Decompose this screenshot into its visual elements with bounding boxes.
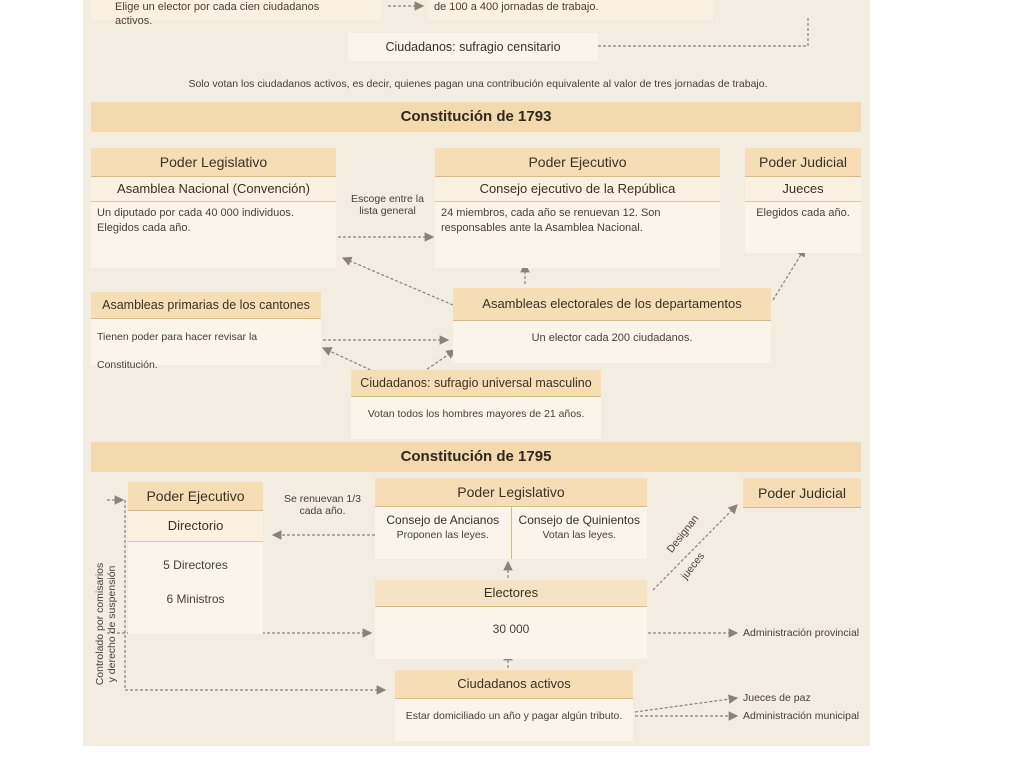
poder-legislativo-1795-title: Poder Legislativo xyxy=(375,478,647,507)
controlado-label-line-1: Controlado por comisarios xyxy=(94,562,106,686)
ciudadanos-activos-title: Ciudadanos activos xyxy=(395,670,633,699)
designan-label: Designan xyxy=(664,512,702,556)
consejos-row xyxy=(375,507,647,559)
controlado-label-line-2: y derecho de suspensión xyxy=(106,565,118,683)
escoge-label: Escoge entre la lista general xyxy=(351,193,424,217)
ciudadanos-activos xyxy=(395,670,633,732)
solo-votan-text: Solo votan los ciudadanos activos, es decir, quienes pagan una contribución equivalente al valor de tres jornadas de trabajo. xyxy=(188,78,768,90)
ministros-text: 6 Ministros xyxy=(166,592,225,606)
ciudadanos-1793 xyxy=(351,370,601,430)
asambleas-primarias-text: Tienen poder para hacer revisar la Constitución. xyxy=(91,319,321,365)
constitucion-1793-title: Constitución de 1793 xyxy=(91,102,861,132)
directorio-label: Directorio xyxy=(128,511,263,542)
jueces-paz-label: Jueces de paz xyxy=(743,692,811,704)
electorales-to-judicial-arrow xyxy=(773,248,805,300)
poder-ejecutivo-1793-title: Poder Ejecutivo xyxy=(435,148,720,177)
jueces-label-1795: jueces xyxy=(678,550,708,582)
jueces-label: Jueces xyxy=(745,177,861,202)
consejo-quinientos xyxy=(512,507,648,559)
constitutions-diagram xyxy=(83,0,870,746)
consejo-quinientos-text: Votan las leyes. xyxy=(542,529,617,541)
consejo-ancianos-title: Consejo de Ancianos xyxy=(386,513,500,527)
controlado-label xyxy=(94,529,118,719)
constitucion-1795-title: Constitución de 1795 xyxy=(91,442,861,472)
asambleas-primarias xyxy=(91,292,321,371)
poder-ejecutivo-1795 xyxy=(128,482,263,622)
renuevan-label: Se renuevan 1/3 cada año. xyxy=(283,493,362,517)
poder-judicial-1793-title: Poder Judicial xyxy=(745,148,861,177)
top-return-line xyxy=(598,18,808,46)
asamblea-nacional-label: Asamblea Nacional (Convención) xyxy=(91,177,336,202)
consejo-quinientos-title: Consejo de Quinientos xyxy=(518,513,640,527)
jueces-text: Elegidos cada año. xyxy=(745,202,861,253)
poder-ejecutivo-1793 xyxy=(435,148,720,258)
poder-legislativo-1793 xyxy=(91,148,336,258)
asambleas-electorales xyxy=(453,288,771,354)
consejo-ancianos-text: Proponen las leyes. xyxy=(396,529,489,541)
ciudadanos-1793-title: Ciudadanos: sufragio universal masculino xyxy=(351,370,601,397)
electores-title: Electores xyxy=(375,580,647,607)
electores-count: 30 000 xyxy=(375,607,647,659)
ciudadanos-to-jueces-paz-arrow xyxy=(635,698,737,712)
ciudadanos-to-electorales-arrow xyxy=(423,350,455,372)
asambleas-electorales-text: Un elector cada 200 ciudadanos. xyxy=(453,321,771,363)
ciudadanos-activos-text: Estar domiciliado un año y pagar algún tributo. xyxy=(395,699,633,741)
poder-judicial-1793 xyxy=(745,148,861,243)
ciudadanos-to-primarias-arrow xyxy=(323,348,375,372)
poder-legislativo-1793-title: Poder Legislativo xyxy=(91,148,336,177)
admin-municipal-label: Administración municipal xyxy=(743,710,860,722)
admin-provincial-label: Administración provincial xyxy=(743,627,860,639)
directores-text: 5 Directores xyxy=(163,558,228,572)
directorio-body xyxy=(128,542,263,634)
elector-text: Elige un elector por cada cien ciudadanos activos. xyxy=(91,0,381,20)
ciudadanos-censitario: Ciudadanos: sufragio censitario xyxy=(348,33,598,61)
ciudadanos-1793-text: Votan todos los hombres mayores de 21 años. xyxy=(351,397,601,439)
poder-ejecutivo-1795-title: Poder Ejecutivo xyxy=(128,482,263,511)
asambleas-electorales-title: Asambleas electorales de los departamentos xyxy=(453,288,771,321)
asamblea-nacional-text: Un diputado por cada 40 000 individuos. Elegidos cada año. xyxy=(91,202,336,268)
poder-judicial-1795-title: Poder Judicial xyxy=(743,478,861,508)
consejo-ejecutivo-label: Consejo ejecutivo de la República xyxy=(435,177,720,202)
poder-legislativo-1795 xyxy=(375,478,647,558)
electores xyxy=(375,580,647,650)
jornadas-text: de 100 a 400 jornadas de trabajo. xyxy=(428,0,713,20)
consejo-ejecutivo-text: 24 miembros, cada año se renuevan 12. Son responsables ante la Asamblea Nacional. xyxy=(435,202,720,268)
consejo-ancianos xyxy=(375,507,512,559)
asambleas-primarias-title: Asambleas primarias de los cantones xyxy=(91,292,321,319)
